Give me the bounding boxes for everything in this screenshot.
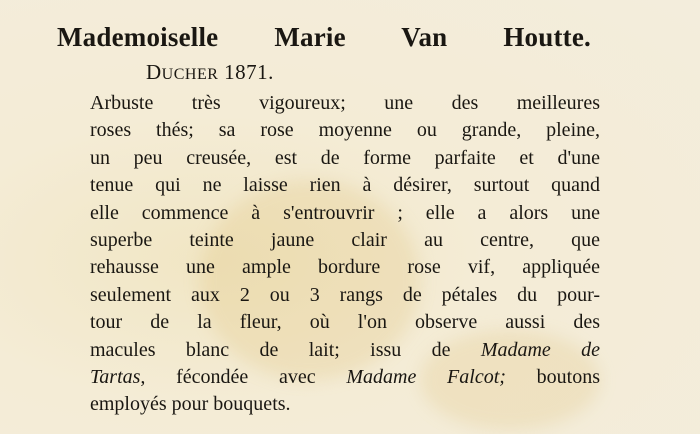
text-segment: boutons xyxy=(505,365,600,388)
text-line xyxy=(90,227,600,254)
text-segment: Arbuste très vigoureux; une des meilleures xyxy=(90,92,600,114)
breeder-initial: D xyxy=(146,60,162,84)
text-line xyxy=(90,254,600,281)
text-segment: un peu creusée, est de forme parfaite et d'une xyxy=(90,146,600,169)
text-segment: tour de la fleur, où l'on observe aussi des xyxy=(90,311,600,334)
text-line xyxy=(90,117,600,144)
text-line xyxy=(90,172,600,199)
italic-rose-name: Madame Falcot; xyxy=(346,365,506,388)
italic-rose-name: Tartas, xyxy=(90,365,146,388)
text-line xyxy=(90,309,600,336)
text-segment: elle commence à s'entrouvrir ; elle a alors une xyxy=(90,201,600,224)
text-segment: fécondée avec xyxy=(145,365,347,388)
text-segment: tenue qui ne laisse rien à désirer, surtout quand xyxy=(90,174,600,197)
breeder-year xyxy=(146,60,274,85)
year: 1871. xyxy=(224,60,274,84)
text-segment: employés pour bouquets. xyxy=(90,393,291,416)
text-line xyxy=(90,200,600,227)
text-segment: seulement aux 2 ou 3 rangs de pétales du pour- xyxy=(90,283,600,306)
text-line xyxy=(90,391,600,418)
text-line xyxy=(90,145,600,172)
text-segment: macules blanc de lait; issu de xyxy=(90,338,481,361)
description-paragraph xyxy=(90,90,600,419)
text-line xyxy=(90,90,600,117)
breeder-name: UCHER xyxy=(161,66,219,83)
rose-title: Mademoiselle Marie Van Houtte. xyxy=(57,22,591,52)
italic-rose-name: Madame de xyxy=(480,338,601,361)
text-segment: superbe teinte jaune clair au centre, que xyxy=(90,228,600,251)
text-segment: roses thés; sa rose moyenne ou grande, pleine, xyxy=(90,119,600,142)
text-segment: rehausse une ample bordure rose vif, appliquée xyxy=(90,256,600,279)
text-line xyxy=(90,282,600,309)
text-line xyxy=(90,364,600,391)
text-line xyxy=(90,337,600,364)
